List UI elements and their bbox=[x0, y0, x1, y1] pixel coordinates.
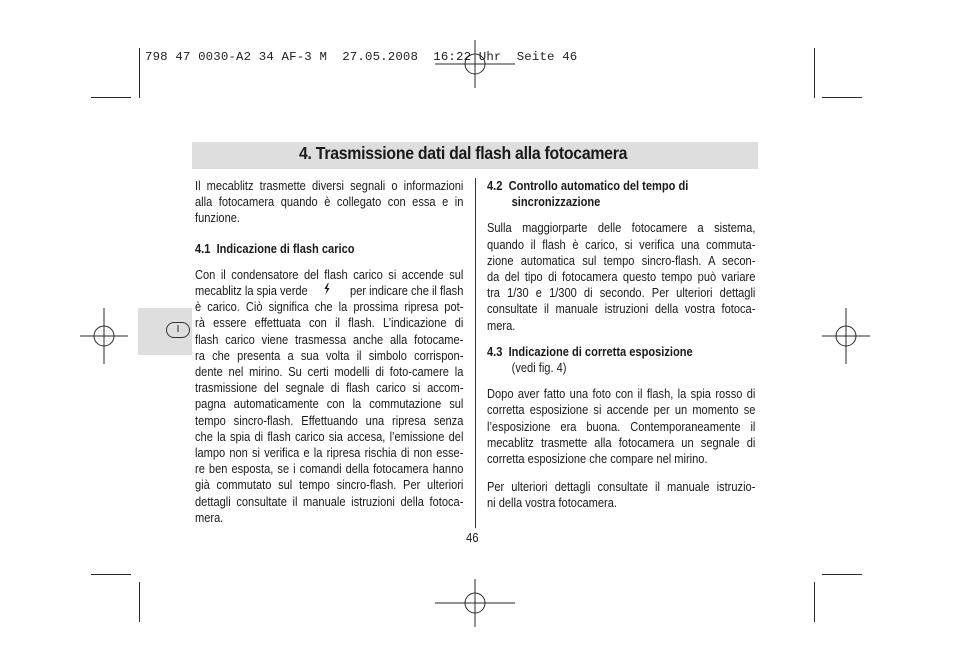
text-segment: mecablitz la spia verde bbox=[195, 284, 308, 299]
text-line: Per ulteriori dettagli consultate il manuale istruzio- bbox=[487, 480, 756, 495]
text-line: re ben esposta, se i comandi della fotocamera hanno bbox=[195, 462, 464, 477]
section-4-3-subheading bbox=[487, 360, 755, 376]
text-line: quando il flash è carico, si verifica una commuta- bbox=[487, 237, 756, 252]
crop-mark bbox=[91, 97, 131, 98]
text-line: funzione. bbox=[195, 211, 240, 226]
text-line: l’esposizione era buona. Contemporaneamente il bbox=[487, 419, 756, 434]
text-line: è carico. Ciò significa che la prossima ripresa pot- bbox=[195, 300, 464, 315]
crop-mark bbox=[139, 582, 140, 622]
text-segment: per indicare che il flash bbox=[346, 284, 464, 299]
section-heading-4-1: 4.1 Indicazione di flash carico bbox=[195, 241, 355, 256]
crop-mark bbox=[814, 48, 815, 98]
text-line: mera. bbox=[195, 510, 224, 525]
section-4-3-closing bbox=[487, 479, 755, 511]
registration-mark-right bbox=[820, 308, 872, 364]
language-tab bbox=[138, 308, 192, 355]
section-4-3-body bbox=[487, 386, 755, 467]
text-line: corretta esposizione si accende per un momento se bbox=[487, 403, 756, 418]
text-line: (vedi fig. 4) bbox=[511, 361, 567, 376]
crop-mark bbox=[91, 574, 131, 575]
crop-mark bbox=[814, 582, 815, 622]
text-line: corretta esposizione che compare nel mirino. bbox=[487, 452, 708, 467]
text-line: tempo sincro-flash. Effettuando una ripresa senza bbox=[195, 413, 464, 428]
column-divider bbox=[475, 178, 476, 528]
section-4-1-body bbox=[195, 267, 463, 526]
flash-ready-icon bbox=[321, 283, 333, 299]
text-line: dettagli consultate il manuale istruzioni della fotoca- bbox=[195, 494, 464, 509]
registration-mark-bottom bbox=[435, 577, 515, 629]
language-badge: I bbox=[166, 322, 190, 338]
text-line: pagna automaticamente con la commutazione sul bbox=[195, 397, 464, 412]
text-line: Con il condensatore del flash carico si accende sul bbox=[195, 267, 464, 282]
heading-line: 4.2 Controllo automatico del tempo di bbox=[487, 179, 689, 193]
right-column bbox=[487, 178, 755, 512]
section-heading-4-2 bbox=[487, 178, 755, 210]
crop-mark bbox=[139, 48, 140, 98]
text-line: tra 1/30 e 1/300 di secondo. Per ulteriori dettagli bbox=[487, 286, 756, 301]
title-bar bbox=[192, 142, 758, 169]
page-title: 4. Trasmissione dati dal flash alla fotocamera bbox=[299, 143, 628, 163]
text-line: da del tipo di fotocamera questo tempo può variare bbox=[487, 270, 756, 285]
text-line: zione automatica sul tempo sincro-flash. A secon- bbox=[487, 253, 756, 268]
page-number: 46 bbox=[466, 531, 479, 545]
text-line: alla fotocamera quando è collegato con essa e in bbox=[195, 195, 464, 210]
text-line: flash carico viene trasmessa anche alla fotocame- bbox=[195, 332, 464, 347]
text-line: ni della vostra fotocamera. bbox=[487, 496, 617, 511]
text-line: ra che presenta a sua volta il simbolo corrispon- bbox=[195, 348, 464, 363]
section-4-2-body bbox=[487, 220, 755, 333]
text-line: consultate il manuale istruzioni della vostra fotoca- bbox=[487, 302, 756, 317]
text-line: Dopo aver fatto una foto con il flash, la spia rosso di bbox=[487, 387, 756, 402]
text-line: mera. bbox=[487, 318, 516, 333]
text-line: rà essere effettuata con il flash. L’indicazione di bbox=[195, 316, 464, 331]
intro-paragraph bbox=[195, 178, 463, 227]
text-line: Sulla maggiorparte delle fotocamere a sistema, bbox=[487, 221, 756, 236]
heading-line: sincronizzazione bbox=[511, 195, 601, 210]
section-heading-4-3: 4.3 Indicazione di corretta esposizione bbox=[487, 344, 693, 359]
text-line: mecablitz trasmette alla fotocamera un segnale di bbox=[487, 435, 756, 450]
text-line bbox=[195, 283, 463, 299]
text-line: già commutato sul tempo sincro-flash. Per ulteriori bbox=[195, 478, 464, 493]
registration-mark-left bbox=[78, 308, 130, 364]
text-line: trasmissione del segnale di flash carico si accom- bbox=[195, 381, 464, 396]
text-line: che la spia di flash carico sia accesa, l’emissione del bbox=[195, 429, 464, 444]
left-column bbox=[195, 178, 463, 526]
crop-mark bbox=[822, 97, 862, 98]
registration-mark-top bbox=[435, 38, 515, 90]
text-line: dente nel mirino. Su certi modelli di foto-camere la bbox=[195, 365, 464, 380]
print-slug: 798 47 0030-A2 34 AF-3 M 27.05.2008 16:22 Uhr Seite 46 bbox=[145, 50, 578, 64]
text-line: Il mecablitz trasmette diversi segnali o informazioni bbox=[195, 179, 464, 193]
text-line: lampo non si verifica e la ripresa rischia di non esse- bbox=[195, 446, 464, 461]
crop-mark bbox=[822, 574, 862, 575]
